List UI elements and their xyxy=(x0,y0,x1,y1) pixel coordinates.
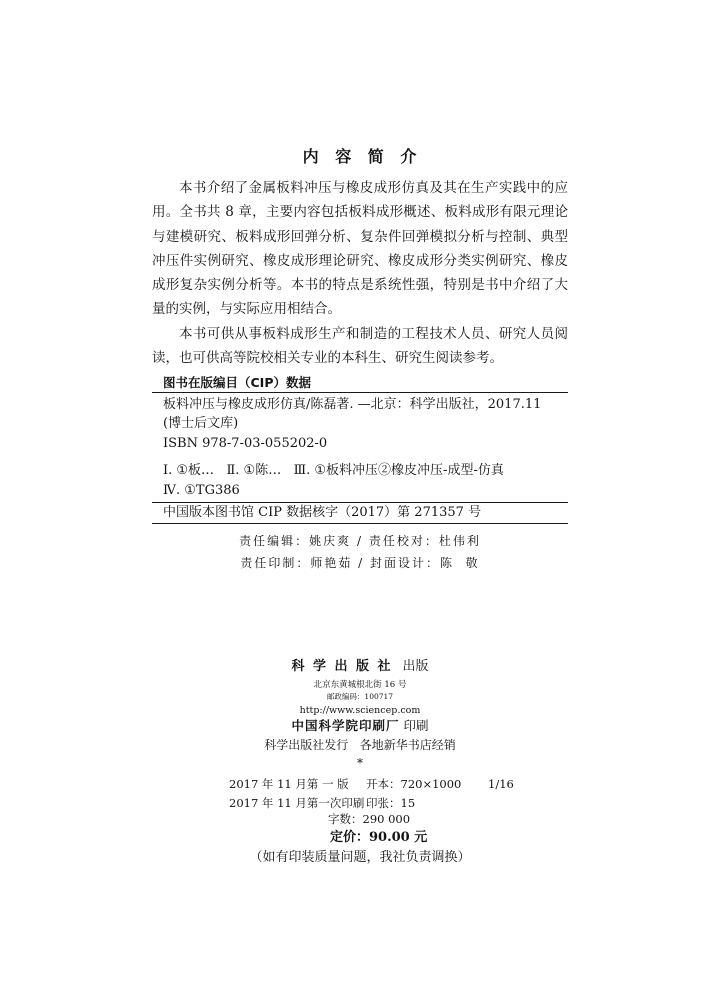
book-format-fraction: 1/16 xyxy=(488,777,514,791)
cip-classification: Ⅰ. ①板… Ⅱ. ①陈… Ⅲ. ①板料冲压②橡皮冲压-成型-仿真 xyxy=(163,463,504,478)
cip-isbn: ISBN 978-7-03-055202-0 xyxy=(163,436,328,451)
cip-series: (博士后文库) xyxy=(163,416,239,431)
summary-title: 内 容 简 介 xyxy=(302,147,418,166)
word-count: 字数：290 000 xyxy=(328,812,411,826)
first-printing: 2017 年 11 月第一次印刷 xyxy=(229,796,365,810)
credit-line: 责任编辑：姚庆爽 / 责任校对：杜伟利 xyxy=(239,534,481,548)
publisher-name: 科 学 出 版 社 xyxy=(291,659,393,674)
credit-line: 责任印制：师艳茹 / 封面设计：陈 敬 xyxy=(240,556,480,570)
summary-line: 冲压件实例研究、橡皮成形理论研究、橡皮成形分类实例研究、橡皮 xyxy=(152,252,568,269)
divider xyxy=(152,392,568,393)
summary-line: 量的实例，与实际应用相结合。 xyxy=(152,301,341,318)
publisher-website: http://www.sciencep.com xyxy=(299,705,421,716)
summary-line: 成形复杂实例分析等。本书的特点是系统性强，特别是书中介绍了大 xyxy=(152,277,568,294)
divider xyxy=(152,502,568,503)
separator-star: * xyxy=(357,756,363,770)
printed-sheets: 印张：15 xyxy=(366,796,416,810)
cip-heading: 图书在版编目（CIP）数据 xyxy=(163,375,311,390)
book-format: 开本：720×1000 xyxy=(366,777,462,791)
cip-classification: Ⅳ. ①TG386 xyxy=(163,483,240,498)
printer-line xyxy=(0,718,720,734)
summary-line: 本书介绍了金属板料冲压与橡皮成形仿真及其在生产实践中的应 xyxy=(179,180,568,196)
divider xyxy=(152,523,568,524)
price: 定价：90.00 元 xyxy=(330,830,428,845)
distribution-line: 科学出版社发行 各地新华书店经销 xyxy=(264,738,456,752)
summary-line: 读，也可供高等院校相关专业的本科生、研究生阅读参考。 xyxy=(152,350,503,367)
summary-line: 与建模研究、板料成形回弹分析、复杂件回弹模拟分析与控制、典型 xyxy=(152,228,568,245)
cip-entry: 板料冲压与橡皮成形仿真/陈磊著. —北京：科学出版社，2017.11 xyxy=(163,397,542,412)
first-edition: 2017 年 11 月第 一 版 xyxy=(229,777,349,791)
summary-text xyxy=(152,176,568,370)
publisher-role: 出版 xyxy=(402,659,429,674)
publisher-address: 北京东黄城根北街 16 号 xyxy=(313,680,407,690)
cip-record-number: 中国版本图书馆 CIP 数据核字（2017）第 271357 号 xyxy=(163,505,482,520)
quality-notice: （如有印装质量问题，我社负责调换） xyxy=(249,850,471,865)
publisher-line xyxy=(0,658,720,676)
publisher-postcode: 邮政编码：100717 xyxy=(326,692,394,701)
summary-line: 本书可供从事板料成形生产和制造的工程技术人员、研究人员阅 xyxy=(179,325,568,342)
printer-role: 印刷 xyxy=(403,718,429,733)
summary-line: 用。全书共 8 章，主要内容包括板料成形概述、板料成形有限元理论 xyxy=(152,204,568,221)
printer-name: 中国科学院印刷厂 xyxy=(291,718,400,733)
